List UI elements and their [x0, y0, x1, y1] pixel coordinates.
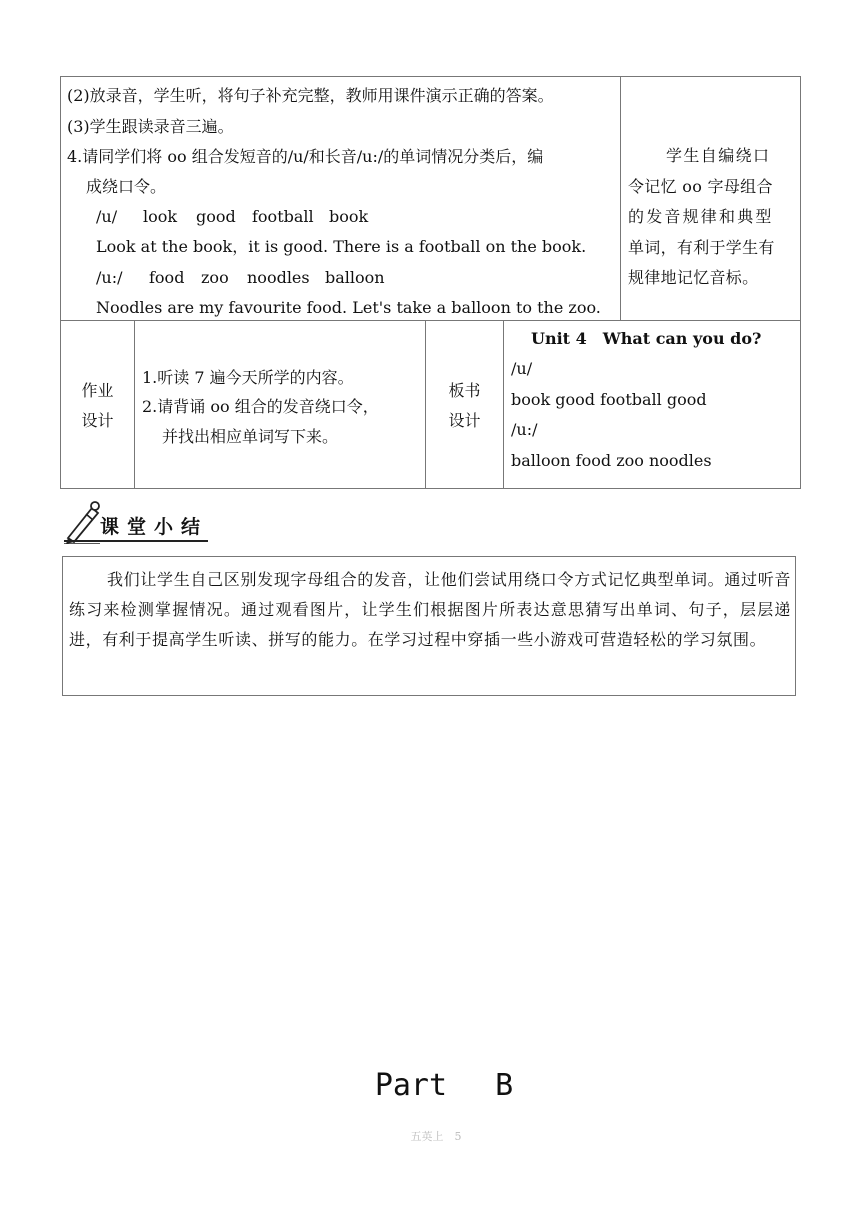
- design-note-line: 学生自编绕口: [666, 146, 771, 165]
- pencil-icon: [62, 500, 102, 544]
- summary-heading: 课堂小结: [100, 516, 209, 538]
- summary-box: [62, 556, 796, 696]
- short-u-word: book: [329, 207, 369, 226]
- step-2-text: (2)放录音，学生听，将句子补充完整，教师用课件演示正确的答案。: [67, 86, 554, 105]
- homework-label: [61, 376, 134, 436]
- homework-label-line: 设计: [81, 411, 114, 430]
- board-label-line: 设计: [448, 411, 481, 430]
- summary-header: [62, 500, 212, 546]
- long-u-word: zoo: [201, 268, 229, 287]
- homework-label-line: 作业: [81, 381, 114, 400]
- short-u-sentence: Look at the book，it is good. There is a football on the book.: [96, 237, 587, 256]
- board-long-u-label: /u:/: [511, 420, 538, 439]
- long-u-word: noodles: [247, 268, 310, 287]
- short-u-word: good: [196, 207, 236, 226]
- step-4-line-1: 4.请同学们将 oo 组合发短音的/u/和长音/u:/的单词情况分类后，编: [67, 147, 544, 166]
- part-heading: Part B: [374, 1068, 514, 1103]
- short-u-word: football: [252, 207, 314, 226]
- homework-item-2-cont: 并找出相应单词写下来。: [162, 427, 339, 446]
- board-label-line: 板书: [448, 381, 481, 400]
- short-u-label: /u/: [96, 207, 118, 226]
- design-note-line: 令记忆 oo 字母组合: [628, 176, 773, 196]
- heading-underline: [64, 540, 208, 542]
- short-u-word: look: [143, 207, 178, 226]
- design-note-line: 单词，有利于学生有: [628, 237, 775, 257]
- board-label: [426, 376, 503, 436]
- board-title: Unit 4 What can you do?: [531, 329, 762, 348]
- board-short-u-label: /u/: [511, 359, 533, 378]
- long-u-label: /u:/: [96, 268, 123, 287]
- homework-item-2: 2.请背诵 oo 组合的发音绕口令，: [142, 397, 379, 416]
- page-footer: 五英上 5: [410, 1130, 462, 1143]
- long-u-word: food: [149, 268, 185, 287]
- step-3-text: (3)学生跟读录音三遍。: [67, 117, 234, 136]
- lower-table: [0, 0, 860, 500]
- step-4-line-2: 成绕口令。: [86, 177, 167, 196]
- board-long-u-words: balloon food zoo noodles: [511, 451, 712, 470]
- homework-item-1: 1.听读 7 遍今天所学的内容。: [142, 368, 354, 387]
- design-note-line: 规律地记忆音标。: [628, 268, 759, 287]
- design-note-line: 的发音规律和典型: [628, 207, 774, 226]
- long-u-sentence: Noodles are my favourite food. Let's take a balloon to the zoo.: [96, 298, 601, 317]
- summary-paragraph: 我们让学生自己区别发现字母组合的发音，让他们尝试用绕口令方式记忆典型单词。通过听音练习来检测掌握情况。通过观看图片，让学生们根据图片所表达意思猜写出单词、句子，层层递进，有利于提高学生听读、拼写的能力。在学习过程中穿插一些小游戏可营造轻松的学习氛围。: [69, 570, 791, 649]
- board-short-u-words: book good football good: [511, 390, 707, 409]
- long-u-word: balloon: [325, 268, 385, 287]
